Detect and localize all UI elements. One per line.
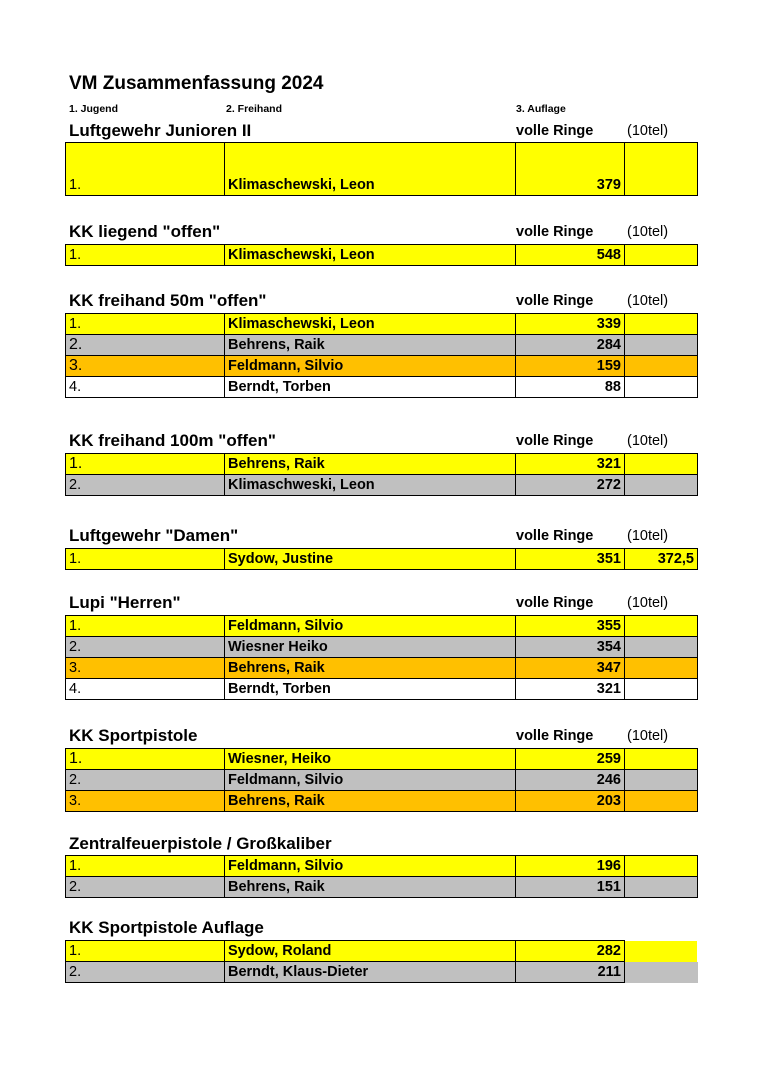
- place-cell: 1.: [66, 245, 225, 266]
- tenth-cell: [625, 377, 698, 398]
- volle-ringe-label: volle Ringe: [516, 123, 594, 139]
- score-cell: 246: [516, 770, 625, 791]
- name-cell: Feldmann, Silvio: [225, 356, 516, 377]
- place-cell: 2.: [66, 877, 225, 898]
- name-cell: Klimaschewski, Leon: [225, 245, 516, 266]
- place-cell: 4.: [66, 377, 225, 398]
- table-row: [66, 335, 698, 356]
- score-cell: 272: [516, 475, 625, 496]
- place-cell: 3.: [66, 356, 225, 377]
- place-cell: 3.: [66, 658, 225, 679]
- table-row: [66, 770, 698, 791]
- tenth-cell: [625, 356, 698, 377]
- score-cell: 282: [516, 941, 625, 962]
- tenth-cell: [625, 791, 698, 812]
- name-cell: Berndt, Torben: [225, 679, 516, 700]
- table-row: [66, 749, 698, 770]
- tenth-cell: [625, 314, 698, 335]
- results-table: [65, 748, 698, 812]
- results-table: [65, 453, 698, 496]
- tenth-cell: [625, 856, 698, 877]
- section-title: KK liegend "offen": [69, 222, 221, 241]
- tenth-label: (10tel): [627, 728, 669, 744]
- name-cell: Wiesner Heiko: [225, 637, 516, 658]
- place-cell: 2.: [66, 637, 225, 658]
- page-title: VM Zusammenfassung 2024: [69, 73, 324, 94]
- table-row: [66, 616, 698, 637]
- tenth-label: (10tel): [627, 224, 669, 240]
- results-table: [65, 142, 698, 196]
- score-cell: 321: [516, 454, 625, 475]
- name-cell: Sydow, Justine: [225, 549, 516, 570]
- score-cell: 88: [516, 377, 625, 398]
- results-table: [65, 548, 698, 570]
- place-cell: 1.: [66, 143, 225, 196]
- score-cell: 196: [516, 856, 625, 877]
- tenth-cell: 372,5: [625, 549, 698, 570]
- score-cell: 548: [516, 245, 625, 266]
- tenth-label: (10tel): [627, 123, 669, 139]
- name-cell: Wiesner, Heiko: [225, 749, 516, 770]
- table-row: [66, 143, 698, 196]
- tenth-cell: [625, 658, 698, 679]
- place-cell: 3.: [66, 791, 225, 812]
- tenth-cell: [625, 749, 698, 770]
- place-cell: 2.: [66, 770, 225, 791]
- results-table: [65, 855, 698, 898]
- volle-ringe-label: volle Ringe: [516, 728, 594, 744]
- name-cell: Feldmann, Silvio: [225, 770, 516, 791]
- tenth-cell: [625, 637, 698, 658]
- tenth-cell: [625, 143, 698, 196]
- name-cell: Behrens, Raik: [225, 877, 516, 898]
- category-1: 1. Jugend: [69, 103, 119, 115]
- name-cell: Behrens, Raik: [225, 335, 516, 356]
- score-cell: 355: [516, 616, 625, 637]
- tenth-cell: [625, 475, 698, 496]
- tenth-cell: [625, 962, 698, 983]
- place-cell: 1.: [66, 856, 225, 877]
- tenth-label: (10tel): [627, 528, 669, 544]
- section-title: KK freihand 50m "offen": [69, 291, 267, 310]
- table-row: [66, 314, 698, 335]
- score-cell: 351: [516, 549, 625, 570]
- place-cell: 2.: [66, 962, 225, 983]
- place-cell: 1.: [66, 314, 225, 335]
- name-cell: Sydow, Roland: [225, 941, 516, 962]
- table-row: [66, 549, 698, 570]
- table-row: [66, 245, 698, 266]
- name-cell: Berndt, Klaus-Dieter: [225, 962, 516, 983]
- place-cell: 2.: [66, 475, 225, 496]
- table-row: [66, 377, 698, 398]
- table-row: [66, 791, 698, 812]
- volle-ringe-label: volle Ringe: [516, 528, 594, 544]
- table-row: [66, 356, 698, 377]
- tenth-label: (10tel): [627, 293, 669, 309]
- name-cell: Berndt, Torben: [225, 377, 516, 398]
- score-cell: 354: [516, 637, 625, 658]
- results-table: [65, 244, 698, 266]
- tenth-cell: [625, 616, 698, 637]
- table-row: [66, 877, 698, 898]
- table-row: [66, 475, 698, 496]
- score-cell: 211: [516, 962, 625, 983]
- section-title: KK Sportpistole: [69, 726, 198, 745]
- name-cell: Behrens, Raik: [225, 791, 516, 812]
- name-cell: Behrens, Raik: [225, 658, 516, 679]
- score-cell: 159: [516, 356, 625, 377]
- place-cell: 2.: [66, 335, 225, 356]
- place-cell: 1.: [66, 616, 225, 637]
- tenth-cell: [625, 679, 698, 700]
- tenth-cell: [625, 770, 698, 791]
- score-cell: 347: [516, 658, 625, 679]
- section-title: Luftgewehr "Damen": [69, 526, 239, 545]
- place-cell: 1.: [66, 454, 225, 475]
- tenth-label: (10tel): [627, 433, 669, 449]
- results-table: [65, 940, 698, 983]
- volle-ringe-label: volle Ringe: [516, 433, 594, 449]
- score-cell: 379: [516, 143, 625, 196]
- volle-ringe-label: volle Ringe: [516, 293, 594, 309]
- tenth-cell: [625, 245, 698, 266]
- volle-ringe-label: volle Ringe: [516, 224, 594, 240]
- tenth-label: (10tel): [627, 595, 669, 611]
- table-row: [66, 962, 698, 983]
- place-cell: 4.: [66, 679, 225, 700]
- place-cell: 1.: [66, 549, 225, 570]
- section-title: KK Sportpistole Auflage: [69, 918, 264, 937]
- tenth-cell: [625, 454, 698, 475]
- section-title: Luftgewehr Junioren II: [69, 121, 252, 140]
- category-3: 3. Auflage: [516, 103, 566, 115]
- section-title: Lupi "Herren": [69, 593, 181, 612]
- name-cell: Klimaschewski, Leon: [225, 143, 516, 196]
- tenth-cell: [625, 941, 698, 962]
- tenth-cell: [625, 335, 698, 356]
- name-cell: Klimaschewski, Leon: [225, 314, 516, 335]
- section-title: KK freihand 100m "offen": [69, 431, 276, 450]
- volle-ringe-label: volle Ringe: [516, 595, 594, 611]
- table-row: [66, 454, 698, 475]
- table-row: [66, 637, 698, 658]
- table-row: [66, 679, 698, 700]
- results-table: [65, 313, 698, 398]
- score-cell: 259: [516, 749, 625, 770]
- score-cell: 339: [516, 314, 625, 335]
- table-row: [66, 941, 698, 962]
- name-cell: Feldmann, Silvio: [225, 616, 516, 637]
- score-cell: 284: [516, 335, 625, 356]
- table-row: [66, 856, 698, 877]
- score-cell: 321: [516, 679, 625, 700]
- tenth-cell: [625, 877, 698, 898]
- table-row: [66, 658, 698, 679]
- score-cell: 151: [516, 877, 625, 898]
- place-cell: 1.: [66, 749, 225, 770]
- name-cell: Feldmann, Silvio: [225, 856, 516, 877]
- results-table: [65, 615, 698, 700]
- place-cell: 1.: [66, 941, 225, 962]
- name-cell: Behrens, Raik: [225, 454, 516, 475]
- category-2: 2. Freihand: [226, 103, 283, 115]
- score-cell: 203: [516, 791, 625, 812]
- name-cell: Klimaschweski, Leon: [225, 475, 516, 496]
- section-title: Zentralfeuerpistole / Großkaliber: [69, 834, 332, 853]
